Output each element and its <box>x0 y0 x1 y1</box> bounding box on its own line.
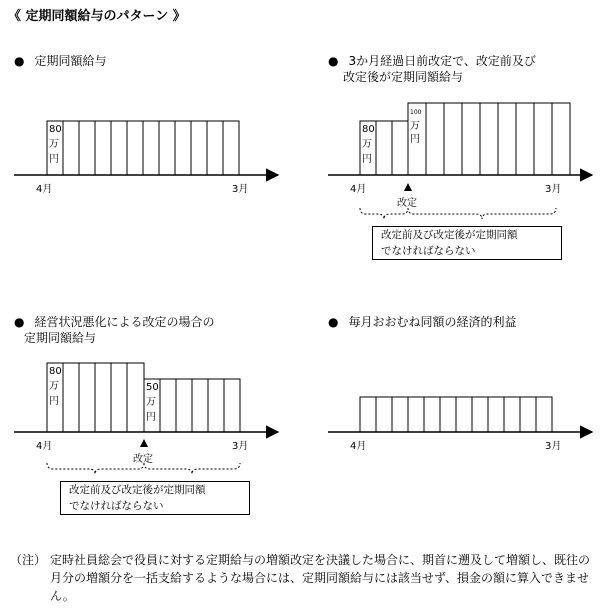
month-bar <box>408 397 424 432</box>
panel-2-bars <box>360 103 570 175</box>
revision-label: 改定 <box>133 454 153 465</box>
month-bar <box>111 363 127 432</box>
month-bar <box>176 379 192 432</box>
month-bar <box>552 103 570 175</box>
month-bar <box>63 363 79 432</box>
month-bar <box>392 121 408 175</box>
month-bar <box>504 397 520 432</box>
month-bar <box>516 103 534 175</box>
month-bar <box>498 103 516 175</box>
axis-label-march: 3月 <box>545 441 562 452</box>
month-bar <box>426 103 444 175</box>
month-bar <box>424 397 440 432</box>
month-bar <box>95 121 111 175</box>
month-bar <box>376 397 392 432</box>
month-bar <box>462 103 480 175</box>
panel-4-bars <box>360 397 552 432</box>
month-bar <box>488 397 504 432</box>
axis-label-april: 4月 <box>350 184 367 195</box>
month-bar <box>191 121 207 175</box>
month-bar <box>444 103 462 175</box>
axis-label-march: 3月 <box>232 184 249 195</box>
month-bar <box>192 379 208 432</box>
month-bar <box>207 121 223 175</box>
brace-after <box>144 463 240 474</box>
footnote-text: 定時社員総会で役員に対する定期給与の増額改定を決議した場合に、期首に遡及して増額し、既往の月分の増額分を一括支給するような場合には、定期同額給与には該当せず、損金の額に算入できません。 <box>50 553 591 603</box>
month-bar <box>456 397 472 432</box>
axis-label-march: 3月 <box>545 184 562 195</box>
month-bar <box>63 121 79 175</box>
panel-3-bars <box>47 363 240 432</box>
month-bar <box>223 121 239 175</box>
bullet-icon: ● <box>14 54 25 68</box>
month-bar <box>175 121 191 175</box>
month-bar <box>127 121 143 175</box>
amount-label: 80 万 円 <box>362 124 375 165</box>
amount-label: 80 万 円 <box>49 366 62 407</box>
month-bar <box>208 379 224 432</box>
month-bar <box>143 121 159 175</box>
month-bar <box>534 103 552 175</box>
brace-before <box>47 463 144 474</box>
amount-label: 80 万 円 <box>49 124 62 165</box>
panel-title-4: ● 毎月おおむね同額の経済的利益 <box>328 315 517 329</box>
brace-after <box>408 208 556 219</box>
month-bar <box>111 121 127 175</box>
month-bar <box>224 379 240 432</box>
axis-label-april: 4月 <box>36 184 53 195</box>
page-title: 《 定期同額給与のパターン 》 <box>8 9 186 24</box>
amount-label: 100 万 円 <box>410 109 422 145</box>
month-bar <box>160 379 176 432</box>
month-bar <box>392 397 408 432</box>
month-bar <box>520 397 536 432</box>
bullet-icon: ● <box>14 315 25 329</box>
axis-label-april: 4月 <box>350 441 367 452</box>
footnote <box>10 551 595 605</box>
panel-title-1: ● 定期同額給与 <box>14 54 107 68</box>
month-bar <box>79 121 95 175</box>
month-bar <box>536 397 552 432</box>
revision-marker-icon <box>140 439 148 447</box>
month-bar <box>472 397 488 432</box>
bullet-icon: ● <box>328 315 339 329</box>
bullet-icon: ● <box>328 54 339 68</box>
month-bar <box>360 397 376 432</box>
footnote-label: （注） <box>10 553 47 567</box>
month-bar <box>127 363 144 432</box>
month-bar <box>480 103 498 175</box>
amount-label: 50 万 円 <box>146 382 159 423</box>
explanation-box: 改定前及び改定後が定期同額 でなければならない <box>60 481 250 515</box>
month-bar <box>440 397 456 432</box>
axis-label-march: 3月 <box>232 441 249 452</box>
month-bar <box>95 363 111 432</box>
month-bar <box>376 121 392 175</box>
axis-label-april: 4月 <box>36 441 53 452</box>
brace-before <box>360 208 408 219</box>
panel-title-2: ● 3か月経過日前改定で、改定前及び 改定後が定期同額給与 <box>328 54 536 84</box>
panel-1-bars <box>47 121 239 175</box>
panel-title-3: ● 経営状況悪化による改定の場合の 定期同額給与 <box>14 315 215 345</box>
month-bar <box>159 121 175 175</box>
month-bar <box>79 363 95 432</box>
revision-marker-icon <box>404 183 412 191</box>
explanation-box: 改定前及び改定後が定期同額 でなければならない <box>372 226 562 260</box>
revision-label: 改定 <box>397 198 417 209</box>
